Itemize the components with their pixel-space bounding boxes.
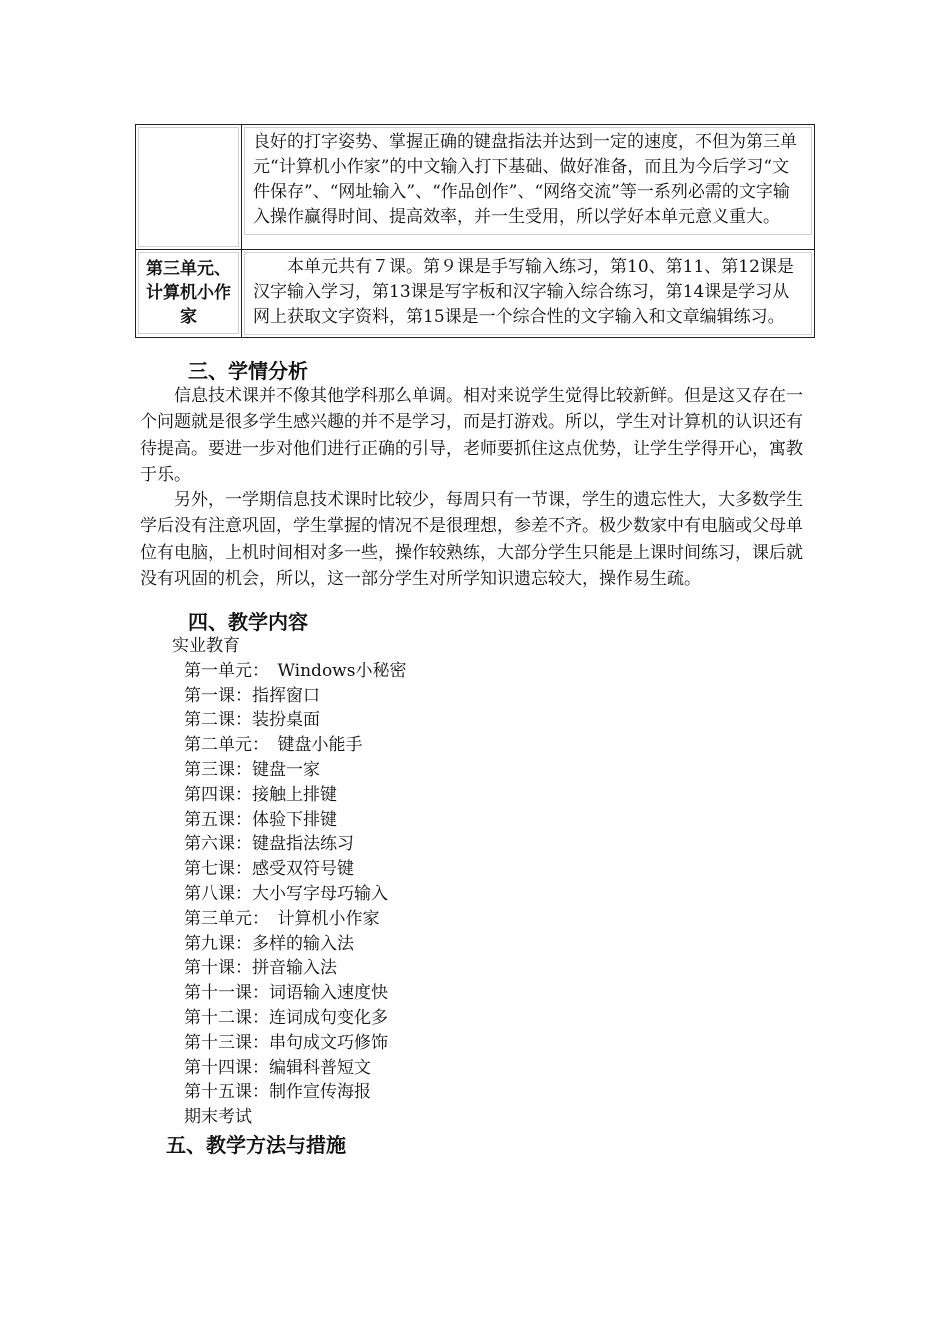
section-heading-learning-analysis: 三、学情分析	[188, 359, 308, 383]
unit-description-cell	[242, 125, 815, 250]
list-item: 第二单元： 键盘小能手	[184, 735, 363, 756]
table-row	[136, 125, 815, 250]
section-heading-teaching-content: 四、教学内容	[188, 610, 308, 634]
list-intro: 实业教育	[172, 636, 240, 656]
unit-label-cell	[136, 250, 242, 338]
empty-label	[138, 127, 239, 247]
table-row	[136, 250, 815, 338]
list-item: 第四课：接触上排键	[184, 784, 337, 805]
section-heading-teaching-methods: 五、教学方法与措施	[166, 1133, 346, 1157]
unit-description-cell	[242, 250, 815, 338]
list-item: 第六课：键盘指法练习	[184, 834, 354, 855]
list-item: 第五课：体验下排键	[184, 809, 337, 830]
unit-three-label: 第三单元、计算机小作家	[138, 252, 239, 334]
list-item: 第十课：拼音输入法	[184, 958, 337, 979]
list-item: 第七课：感受双符号键	[184, 859, 354, 880]
list-item: 第九课：多样的输入法	[184, 933, 354, 954]
list-item: 第十五课：制作宣传海报	[184, 1082, 371, 1103]
list-item: 第一课：指挥窗口	[184, 685, 320, 706]
unit-label-cell-empty	[136, 125, 242, 250]
list-item: 期末考试	[184, 1107, 252, 1128]
list-item: 第三单元： 计算机小作家	[184, 908, 380, 929]
list-item: 第十四课：编辑科普短文	[184, 1057, 371, 1078]
list-item: 第十二课：连词成句变化多	[184, 1007, 388, 1028]
list-item: 第十一课：词语输入速度快	[184, 983, 388, 1004]
unit-two-description: 良好的打字姿势、掌握正确的键盘指法并达到一定的速度，不但为第三单元“计算机小作家”的中文输入打下基础、做好准备，而且为今后学习“文件保存”、“网址输入”、“作品创作”、“网络交流”等一系列必需的文字输入操作赢得时间、提高效率，并一生受用，所以学好本单元意义重大。	[244, 127, 812, 235]
list-item: 第十三课：串句成文巧修饰	[184, 1032, 388, 1053]
course-content-list	[172, 634, 406, 1130]
list-item: 第三课：键盘一家	[184, 759, 320, 780]
list-item: 第一单元： Windows小秘密	[184, 660, 407, 681]
unit-three-description: 本单元共有７课。第９课是手写输入练习，第10、第11、第12课是汉字输入学习，第13课是写字板和汉字输入综合练习，第14课是学习从网上获取文字资料，第15课是一个综合性的文字输入和文章编辑练习。	[244, 252, 812, 335]
learning-analysis-paragraph-2: 另外，一学期信息技术课时比较少，每周只有一节课，学生的遗忘性大，大多数学生学后没有注意巩固，学生掌握的情况不是很理想，参差不齐。极少数家中有电脑或父母单位有电脑，上机时间相对多一些，操作较熟练，大部分学生只能是上课时间练习，课后就没有巩固的机会，所以，这一部分学生对所学知识遗忘较大，操作易生疏。	[140, 490, 803, 590]
list-item: 第二课：装扮桌面	[184, 710, 320, 731]
learning-analysis-paragraph-1: 信息技术课并不像其他学科那么单调。相对来说学生觉得比较新鲜。但是这又存在一个问题就是很多学生感兴趣的并不是学习，而是打游戏。所以，学生对计算机的认识还有待提高。要进一步对他们进行正确的引导，老师要抓住这点优势，让学生学得开心，寓教于乐。	[140, 386, 803, 486]
units-table	[135, 124, 815, 338]
list-item: 第八课：大小写字母巧输入	[184, 883, 388, 904]
